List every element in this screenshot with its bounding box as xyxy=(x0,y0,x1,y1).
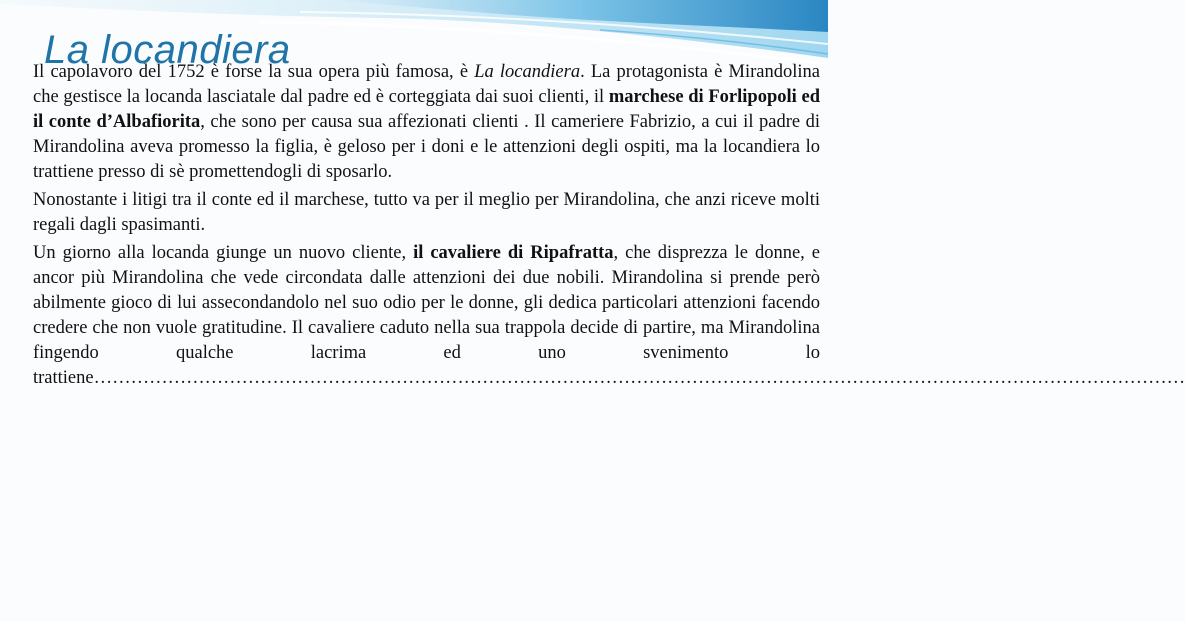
paragraph-cavaliere xyxy=(33,241,1185,391)
bold-character: il cavaliere di Ripafratta xyxy=(413,243,614,263)
text-run: Un giorno alla locanda giunge un nuovo cliente, xyxy=(33,243,414,263)
slide-title: La locandiera xyxy=(44,28,291,72)
text-run: . La protagonista è Mirandolina che gestisce la locanda lasciatale dal padre ed è corteggiata dai suoi clienti, il xyxy=(33,62,820,107)
text-run: Il capolavoro del 1752 è forse la sua opera più famosa, è xyxy=(33,62,475,82)
text-run: , che sono per causa sua affezionati clienti . Il cameriere Fabrizio, a cui il padre di Mirandolina aveva promesso la figlia, è geloso per i doni e le attenzioni degli ospiti, ma la locandiera lo trattiene presso di sè promettendogli di sposarlo. xyxy=(33,112,820,182)
text-run: , che disprezza le donne, e ancor più Mirandolina che vede circondata dalle attenzioni dei due nobili. Mirandolina si prende però abilmente gioco di lui assecondandolo nel suo odio per le donne, gli dedica particolari attenzioni facendo credere che non vuole gratitudine. Il cavaliere caduto nella sua trappola decide di partire, ma Mirandolina fingendo qualche lacrima ed uno svenimento lo trattiene…………………………………………………………………………………………………………………………………………………………… xyxy=(33,243,1185,388)
slide-body xyxy=(33,60,1185,394)
paragraph-plot-intro xyxy=(33,60,820,185)
italic-work-title: La locandiera xyxy=(474,62,581,82)
bold-characters: marchese di Forlipopoli ed il conte d’Albafiorita xyxy=(33,87,820,132)
paragraph-rivalry: Nonostante i litigi tra il conte ed il marchese, tutto va per il meglio per Mirandolina, che anzi riceve molti regali dagli spasimanti. xyxy=(33,190,820,235)
